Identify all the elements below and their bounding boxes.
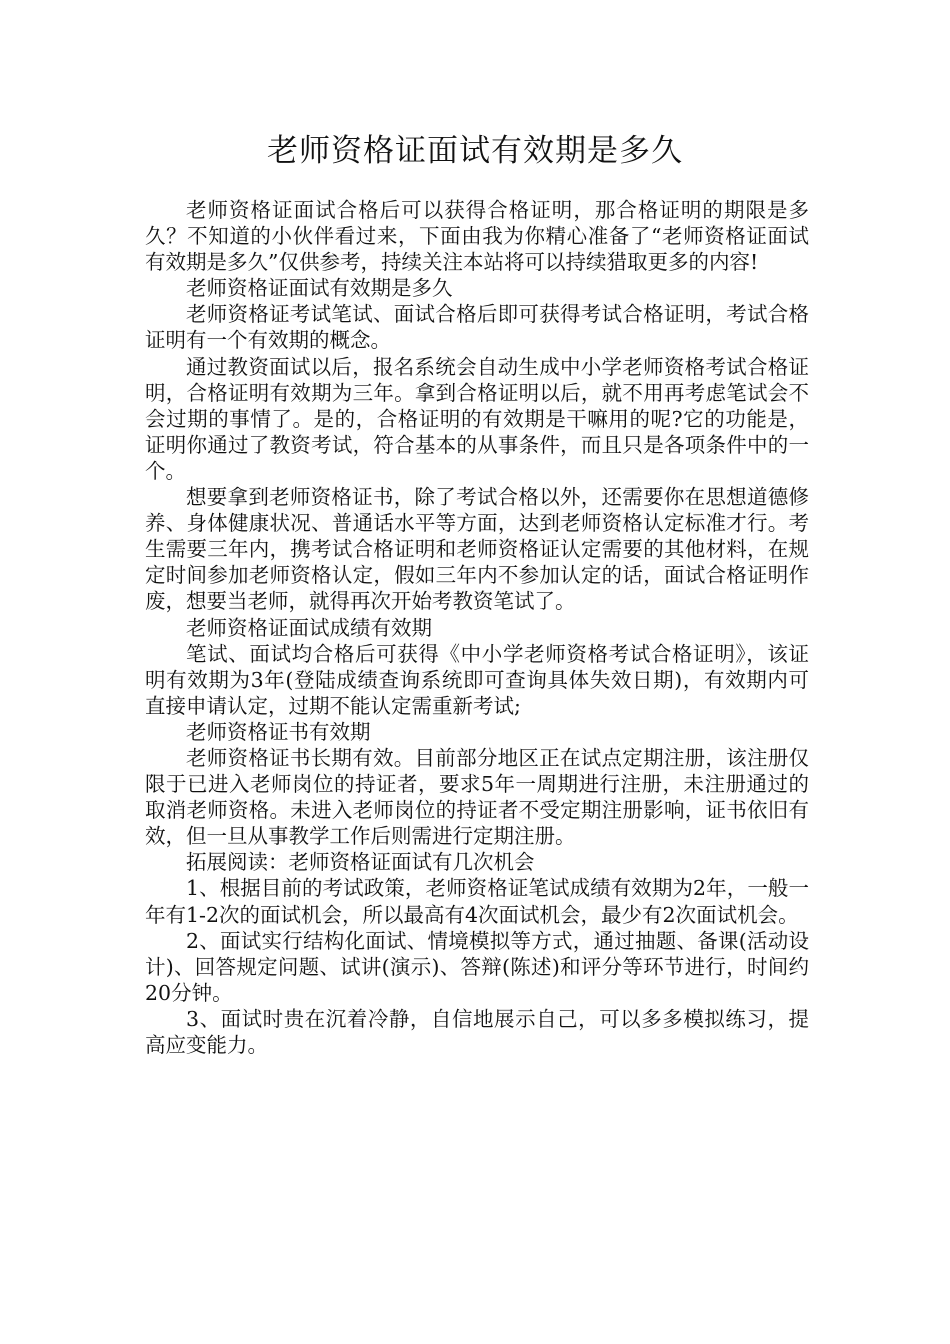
section-heading: 老师资格证书有效期 [186,719,371,744]
body-paragraph: 老师资格证考试笔试、面试合格后即可获得考试合格证明，考试合格证明有一个有效期的概念。 [145,302,809,353]
list-item: 3、面试时贵在沉着冷静，自信地展示自己，可以多多模拟练习，提高应变能力。 [145,1006,809,1057]
section-heading: 老师资格证面试成绩有效期 [186,615,432,640]
list-item: 2、面试实行结构化面试、情境模拟等方式，通过抽题、备课(活动设计)、回答规定问题、试讲(演示)、答辩(陈述)和评分等环节进行，时间约20分钟。 [145,928,809,1005]
section-heading: 老师资格证面试有效期是多久 [186,276,453,301]
document-body [145,197,809,1058]
body-paragraph: 想要拿到老师资格证书，除了考试合格以外，还需要你在思想道德修养、身体健康状况、普通话水平等方面，达到老师资格认定标准才行。考生需要三年内，携考试合格证明和老师资格证认定需要的其他材料，在规定时间参加老师资格认定，假如三年内不参加认定的话，面试合格证明作废，想要当老师，就得再次开始考教资笔试了。 [145,485,809,614]
body-paragraph: 通过教资面试以后，报名系统会自动生成中小学老师资格考试合格证明，合格证明有效期为三年。拿到合格证明以后，就不用再考虑笔试会不会过期的事情了。是的，合格证明的有效期是干嘛用的呢?它的功能是，证明你通过了教资考试，符合基本的从事条件，而且只是各项条件中的一个。 [145,354,809,483]
section-heading: 拓展阅读：老师资格证面试有几次机会 [186,850,535,875]
list-item: 1、根据目前的考试政策，老师资格证笔试成绩有效期为2年，一般一年有1-2次的面试机会，所以最高有4次面试机会，最少有2次面试机会。 [145,876,809,927]
body-paragraph: 老师资格证书长期有效。目前部分地区正在试点定期注册，该注册仅限于已进入老师岗位的持证者，要求5年一周期进行注册，未注册通过的取消老师资格。未进入老师岗位的持证者不受定期注册影响，证书依旧有效，但一旦从事教学工作后则需进行定期注册。 [145,745,809,849]
body-paragraph: 笔试、面试均合格后可获得《中小学老师资格考试合格证明》，该证明有效期为3年(登陆成绩查询系统即可查询具体失效日期)，有效期内可直接申请认定，过期不能认定需重新考试; [145,641,809,718]
document-title: 老师资格证面试有效期是多久 [267,133,683,169]
intro-paragraph: 老师资格证面试合格后可以获得合格证明，那合格证明的期限是多久？不知道的小伙伴看过来，下面由我为你精心准备了“老师资格证面试有效期是多久”仅供参考，持续关注本站将可以持续猎取更多的内容! [145,198,809,275]
